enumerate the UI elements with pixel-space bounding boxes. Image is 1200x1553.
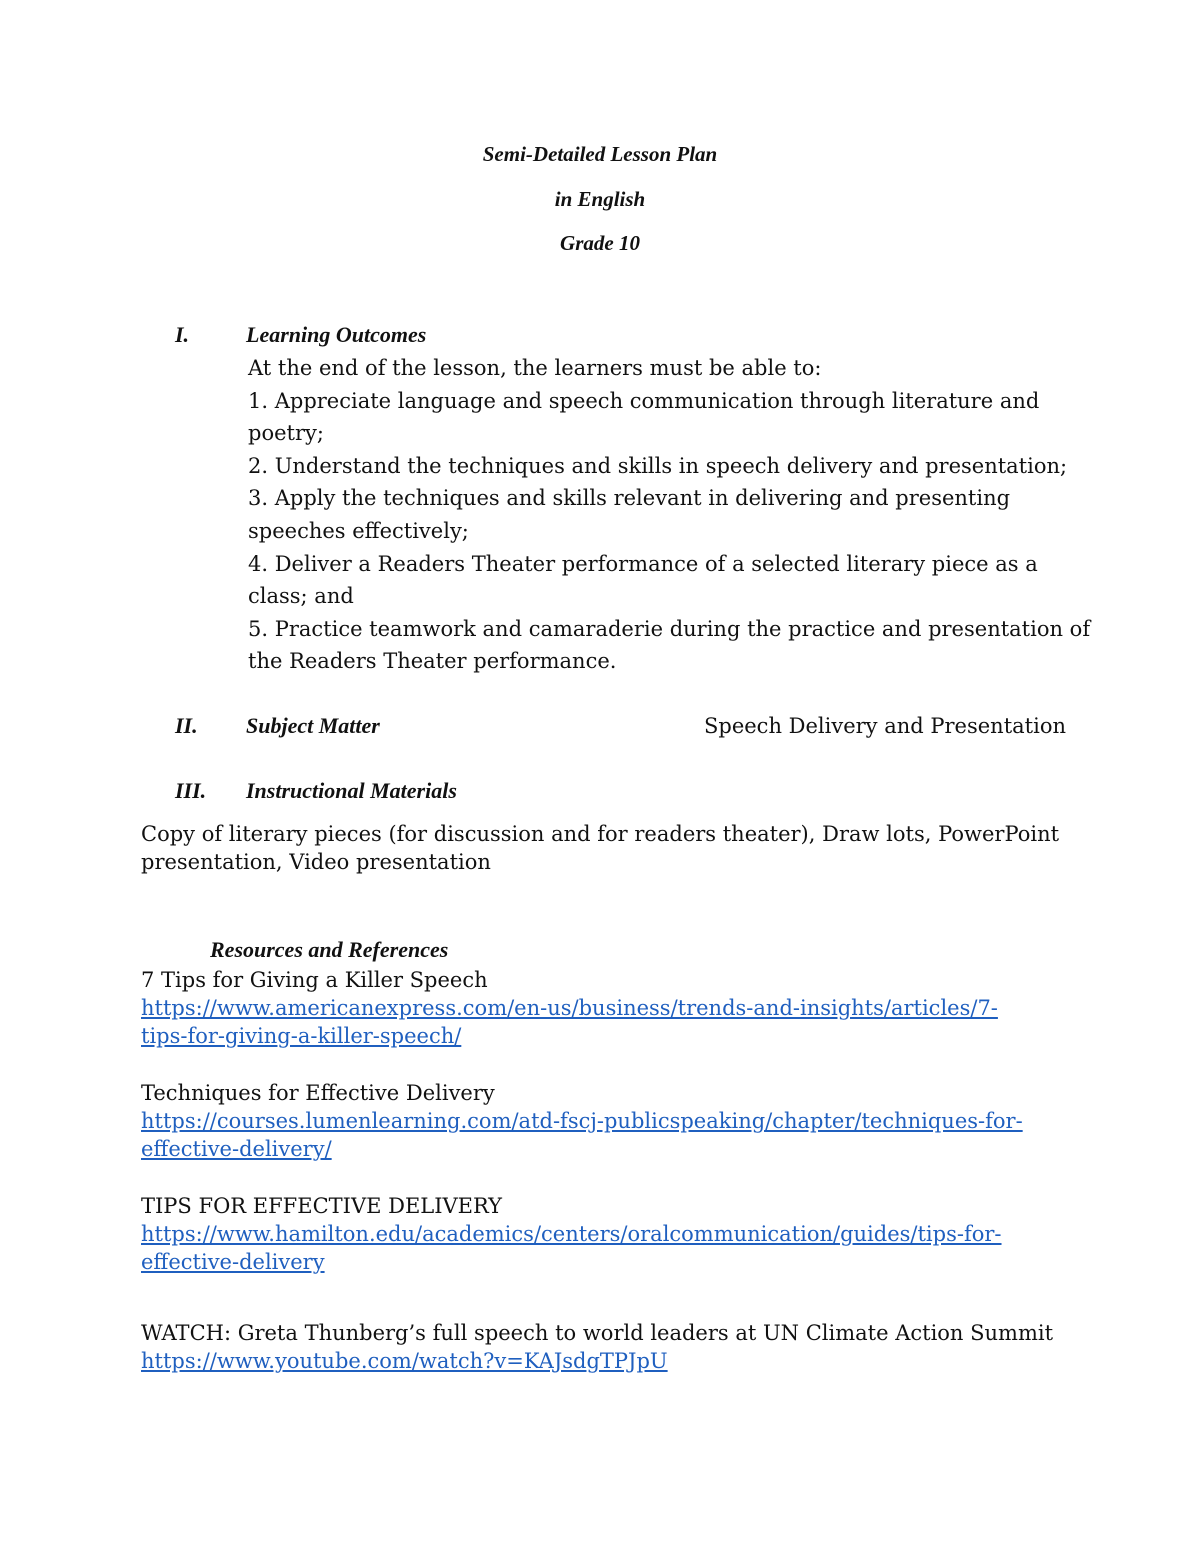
outcome-line: poetry; bbox=[248, 421, 324, 446]
outcome-line: speeches effectively; bbox=[248, 518, 469, 543]
resource-link-line[interactable]: https://www.hamilton.edu/academics/centers/oralcommunication/guides/tips-for- bbox=[141, 1222, 1002, 1246]
resource-link[interactable] bbox=[141, 1107, 1023, 1163]
resource-item bbox=[141, 1079, 1023, 1163]
outcome-line: 3. Apply the techniques and skills relevant in delivering and presenting bbox=[248, 486, 1011, 511]
section-number-1: I. bbox=[175, 322, 190, 347]
resource-link-line[interactable]: tips-for-giving-a-killer-speech/ bbox=[141, 1024, 462, 1048]
outcome-line: class; and bbox=[248, 584, 354, 609]
instructional-materials-text bbox=[141, 820, 1059, 876]
outcome-line: 4. Deliver a Readers Theater performance of a selected literary piece as a bbox=[248, 551, 1038, 576]
resource-link-line[interactable]: https://www.americanexpress.com/en-us/business/trends-and-insights/articles/7- bbox=[141, 996, 998, 1020]
resource-link-line[interactable]: effective-delivery bbox=[141, 1250, 325, 1274]
resource-link-line[interactable]: effective-delivery/ bbox=[141, 1137, 332, 1161]
section-heading-learning-outcomes: Learning Outcomes bbox=[246, 322, 427, 347]
resource-link-line[interactable]: https://www.youtube.com/watch?v=KAJsdgTPJpU bbox=[141, 1349, 668, 1373]
document-grade: Grade 10 bbox=[560, 231, 640, 255]
resource-item bbox=[141, 1319, 1053, 1375]
materials-line: presentation, Video presentation bbox=[141, 850, 491, 874]
outcome-line: the Readers Theater performance. bbox=[248, 649, 617, 674]
section-number-3: III. bbox=[175, 778, 207, 803]
resource-item bbox=[141, 966, 998, 1050]
section-heading-subject-matter: Subject Matter bbox=[246, 713, 380, 738]
resource-link[interactable] bbox=[141, 1347, 1053, 1375]
document-title: Semi-Detailed Lesson Plan bbox=[482, 142, 718, 166]
resource-item bbox=[141, 1192, 1002, 1276]
resource-link[interactable] bbox=[141, 1220, 1002, 1276]
resource-label: Techniques for Effective Delivery bbox=[141, 1081, 495, 1105]
resource-label: TIPS FOR EFFECTIVE DELIVERY bbox=[141, 1194, 503, 1218]
outcome-line: 5. Practice teamwork and camaraderie during the practice and presentation of bbox=[248, 616, 1091, 641]
materials-line: Copy of literary pieces (for discussion and for readers theater), Draw lots, PowerPoint bbox=[141, 822, 1060, 846]
resource-label: 7 Tips for Giving a Killer Speech bbox=[141, 968, 488, 992]
resource-label: WATCH: Greta Thunberg’s full speech to world leaders at UN Climate Action Summit bbox=[141, 1321, 1054, 1345]
resource-link[interactable] bbox=[141, 994, 998, 1050]
learning-outcomes-intro: At the end of the lesson, the learners must be able to: bbox=[248, 356, 822, 380]
outcome-line: 1. Appreciate language and speech communication through literature and bbox=[248, 388, 1040, 413]
learning-outcomes-list bbox=[248, 352, 1090, 678]
resources-heading: Resources and References bbox=[210, 937, 449, 962]
resource-link-line[interactable]: https://courses.lumenlearning.com/atd-fscj-publicspeaking/chapter/techniques-for- bbox=[141, 1109, 1023, 1133]
section-heading-instructional-materials: Instructional Materials bbox=[246, 778, 457, 803]
document-subject: in English bbox=[554, 187, 646, 211]
section-number-2: II. bbox=[175, 713, 198, 738]
outcome-line: 2. Understand the techniques and skills in speech delivery and presentation; bbox=[248, 453, 1068, 478]
subject-matter-value: Speech Delivery and Presentation bbox=[704, 714, 1066, 738]
